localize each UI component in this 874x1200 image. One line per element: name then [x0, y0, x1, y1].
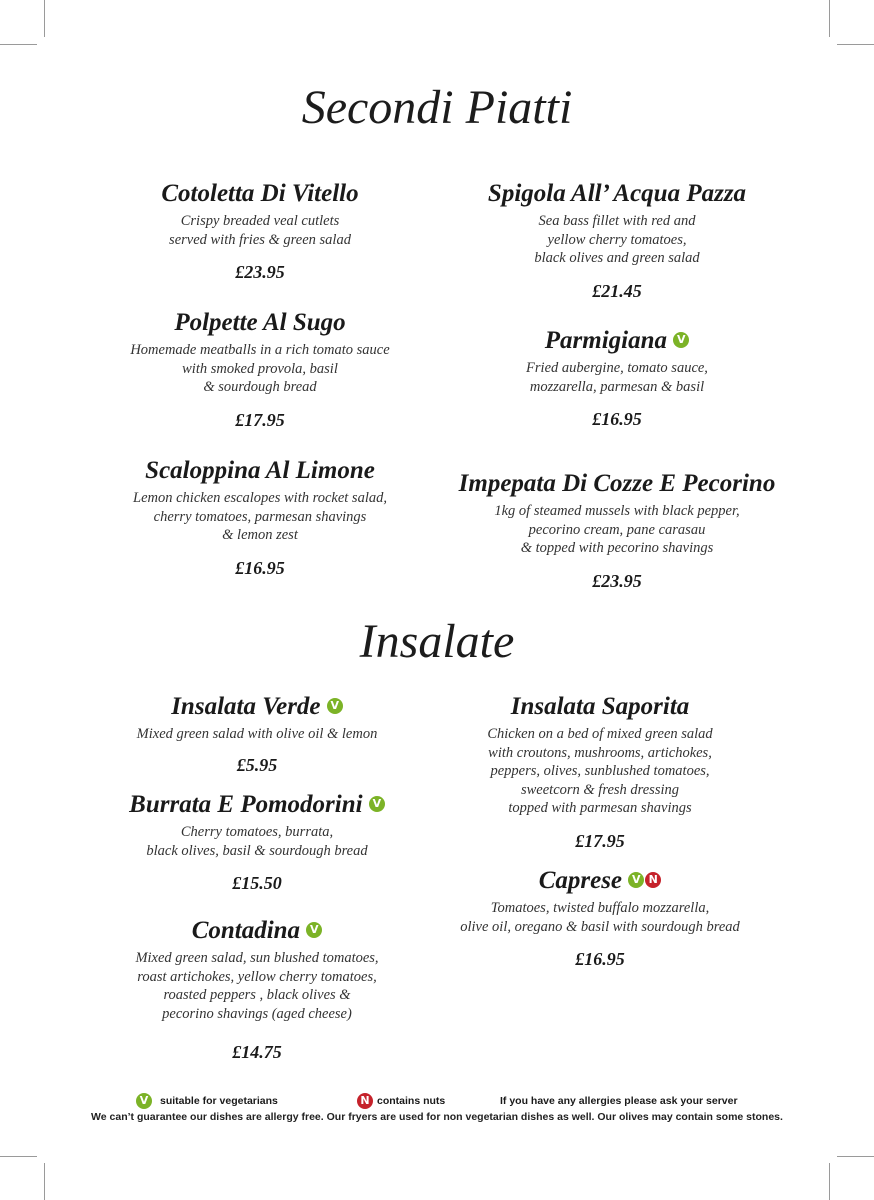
dish-price: £23.95	[592, 570, 642, 591]
menu-item	[57, 791, 457, 894]
dish-description: Homemade meatballs in a rich tomato sauce with smoked provola, basil & sourdough bread	[130, 342, 390, 395]
dish-name: Burrata E Pomodorini V	[57, 791, 457, 819]
menu-item	[417, 180, 817, 302]
crop-mark	[829, 1163, 830, 1200]
dish-price: £17.95	[235, 409, 285, 430]
menu-item	[417, 470, 817, 592]
crop-mark	[0, 1156, 37, 1157]
crop-mark	[837, 44, 874, 45]
dish-description: Cherry tomatoes, burrata, black olives, basil & sourdough bread	[146, 824, 368, 859]
dish-description: Crispy breaded veal cutlets served with fries & green salad	[169, 213, 351, 248]
nuts-icon: N	[357, 1093, 373, 1109]
dish-price: £14.75	[232, 1042, 282, 1062]
dish-price: £17.95	[575, 830, 625, 851]
dish-name: Spigola All’ Acqua Pazza	[487, 180, 747, 207]
menu-item	[60, 309, 460, 431]
crop-mark	[44, 1163, 45, 1200]
dish-description: Mixed green salad with olive oil & lemon	[136, 726, 378, 742]
dish-name: Insalata Saporita	[510, 693, 690, 720]
allergy-disclaimer: We can’t guarantee our dishes are allergy free. Our fryers are used for non vegetarian dishes as well. Our olives may contain some stones.	[91, 1111, 783, 1123]
menu-item	[57, 917, 457, 1063]
section-title-insalate: Insalate	[359, 615, 515, 668]
crop-mark	[829, 0, 830, 37]
dish-name: Polpette Al Sugo	[174, 309, 346, 336]
menu-item	[400, 867, 800, 970]
dish-name: Caprese V N	[400, 867, 800, 895]
legend-vegetarian: suitable for vegetarians	[160, 1095, 278, 1107]
section-title-secondi: Secondi Piatti	[301, 81, 573, 134]
dish-name: Impepata Di Cozze E Pecorino	[458, 470, 776, 497]
menu-item	[400, 693, 800, 852]
vegetarian-icon: V	[136, 1093, 152, 1109]
legend-nuts: contains nuts	[377, 1095, 446, 1107]
menu-item	[57, 693, 457, 776]
dish-name: Cotoletta Di Vitello	[161, 180, 359, 207]
vegetarian-icon: V	[673, 332, 689, 348]
dish-price: £16.95	[575, 949, 625, 969]
vegetarian-icon: V	[306, 922, 322, 938]
legend	[0, 1093, 874, 1111]
menu-item	[60, 457, 460, 579]
dish-description: Tomatoes, twisted buffalo mozzarella, olive oil, oregano & basil with sourdough bread	[460, 900, 740, 935]
dish-description: Mixed green salad, sun blushed tomatoes, roast artichokes, yellow cherry tomatoes, roasted peppers , black olives & pecorino shavings (aged cheese)	[135, 950, 379, 1022]
dish-description: 1kg of steamed mussels with black pepper, pecorino cream, pane carasau & topped with pecorino shavings	[494, 503, 740, 556]
dish-name: Contadina V	[57, 917, 457, 945]
vegetarian-icon: V	[369, 796, 385, 812]
dish-name: Parmigiana V	[417, 327, 817, 355]
dish-price: £16.95	[235, 557, 285, 578]
dish-price: £15.50	[232, 873, 282, 893]
crop-mark	[0, 44, 37, 45]
nuts-icon: N	[645, 872, 661, 888]
legend-allergy-note: If you have any allergies please ask your server	[500, 1095, 738, 1107]
dish-name: Insalata Verde V	[57, 693, 457, 721]
dish-price: £21.45	[592, 280, 642, 301]
dish-price: £5.95	[236, 754, 278, 775]
dish-description: Chicken on a bed of mixed green salad with croutons, mushrooms, artichokes, peppers, olives, sunblushed tomatoes, sweetcorn & fresh dressing topped with parmesan shavings	[487, 726, 713, 816]
dish-description: Lemon chicken escalopes with rocket salad, cherry tomatoes, parmesan shavings & lemon zest	[133, 490, 387, 543]
menu-item	[60, 180, 460, 283]
dish-description: Sea bass fillet with red and yellow cherry tomatoes, black olives and green salad	[534, 213, 700, 266]
dish-price: £16.95	[592, 409, 642, 429]
menu-item	[417, 327, 817, 430]
vegetarian-icon: V	[628, 872, 644, 888]
crop-mark	[44, 0, 45, 37]
vegetarian-icon: V	[327, 698, 343, 714]
dish-price: £23.95	[235, 262, 285, 282]
crop-mark	[837, 1156, 874, 1157]
dish-description: Fried aubergine, tomato sauce, mozzarella, parmesan & basil	[526, 360, 708, 395]
dish-name: Scaloppina Al Limone	[145, 457, 375, 484]
